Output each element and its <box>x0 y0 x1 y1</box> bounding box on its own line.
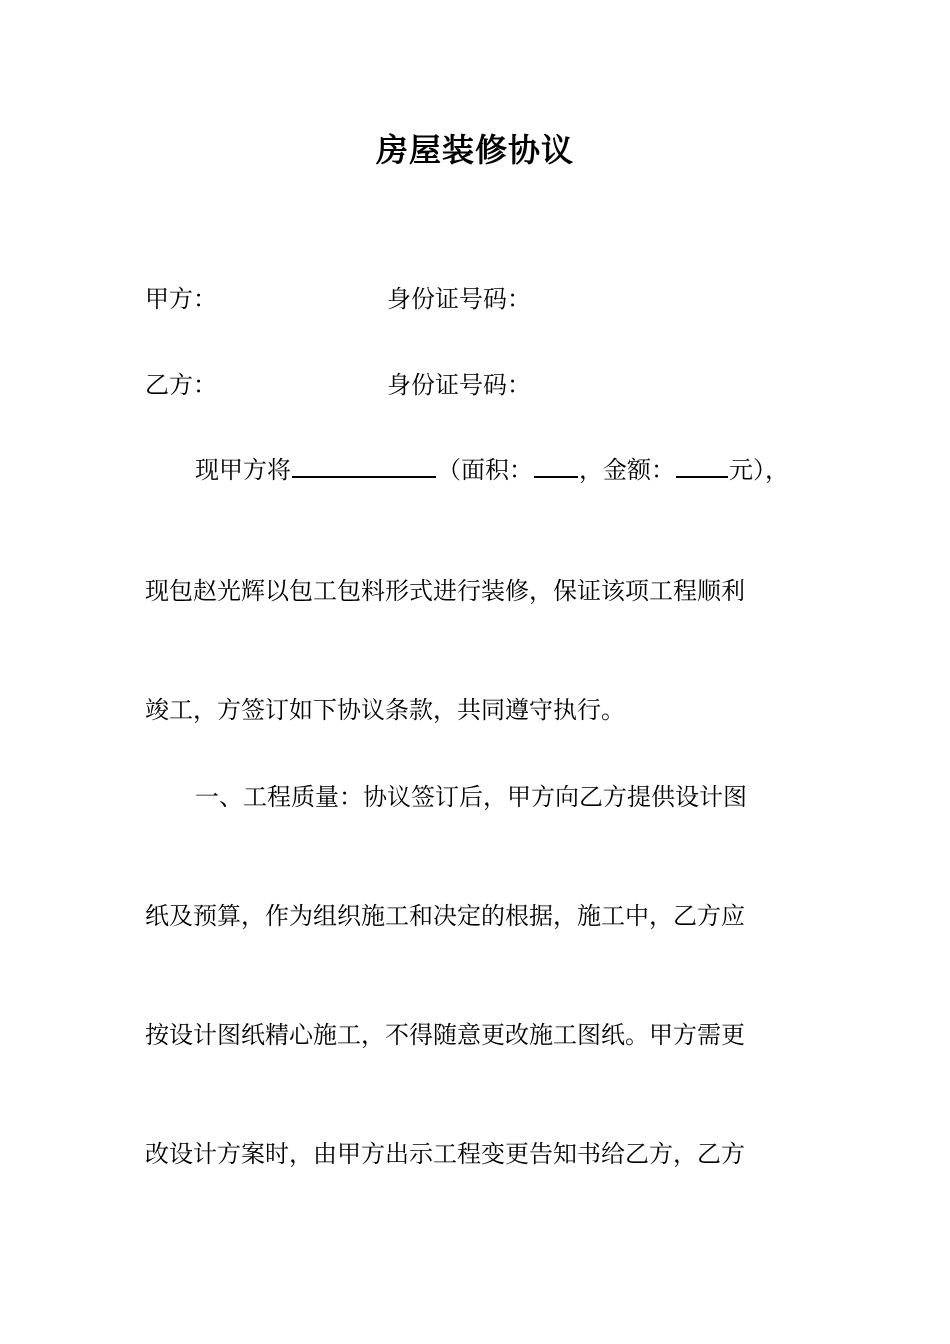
party-b-row <box>145 368 845 402</box>
intro-line <box>195 452 789 487</box>
party-b-label: 乙方： <box>145 371 217 399</box>
paragraph-line: 按设计图纸精心施工，不得随意更改施工图纸。甲方需更 <box>145 1021 745 1049</box>
intro-text-2: （面积： <box>437 456 533 484</box>
intro-text-4: 元）， <box>729 456 789 484</box>
party-a-row <box>145 282 845 316</box>
amount-blank <box>676 452 728 478</box>
area-blank <box>534 452 578 478</box>
intro-text-3: ，金额： <box>579 456 675 484</box>
document-title: 房屋装修协议 <box>375 131 574 169</box>
paragraph-line: 竣工，方签订如下协议条款，共同遵守执行。 <box>145 696 625 724</box>
property-blank <box>292 452 436 478</box>
clause-1-line: 一、工程质量：协议签订后，甲方向乙方提供设计图 <box>195 783 747 811</box>
paragraph-line: 改设计方案时，由甲方出示工程变更告知书给乙方，乙方 <box>145 1140 745 1168</box>
intro-text-1: 现甲方将 <box>195 456 291 484</box>
party-b-id-label: 身份证号码： <box>387 371 531 399</box>
party-a-label: 甲方： <box>145 285 217 313</box>
party-a-id-label: 身份证号码： <box>387 285 531 313</box>
paragraph-line: 现包赵光辉以包工包料形式进行装修，保证该项工程顺利 <box>145 577 745 605</box>
paragraph-line: 纸及预算，作为组织施工和决定的根据，施工中，乙方应 <box>145 902 745 930</box>
